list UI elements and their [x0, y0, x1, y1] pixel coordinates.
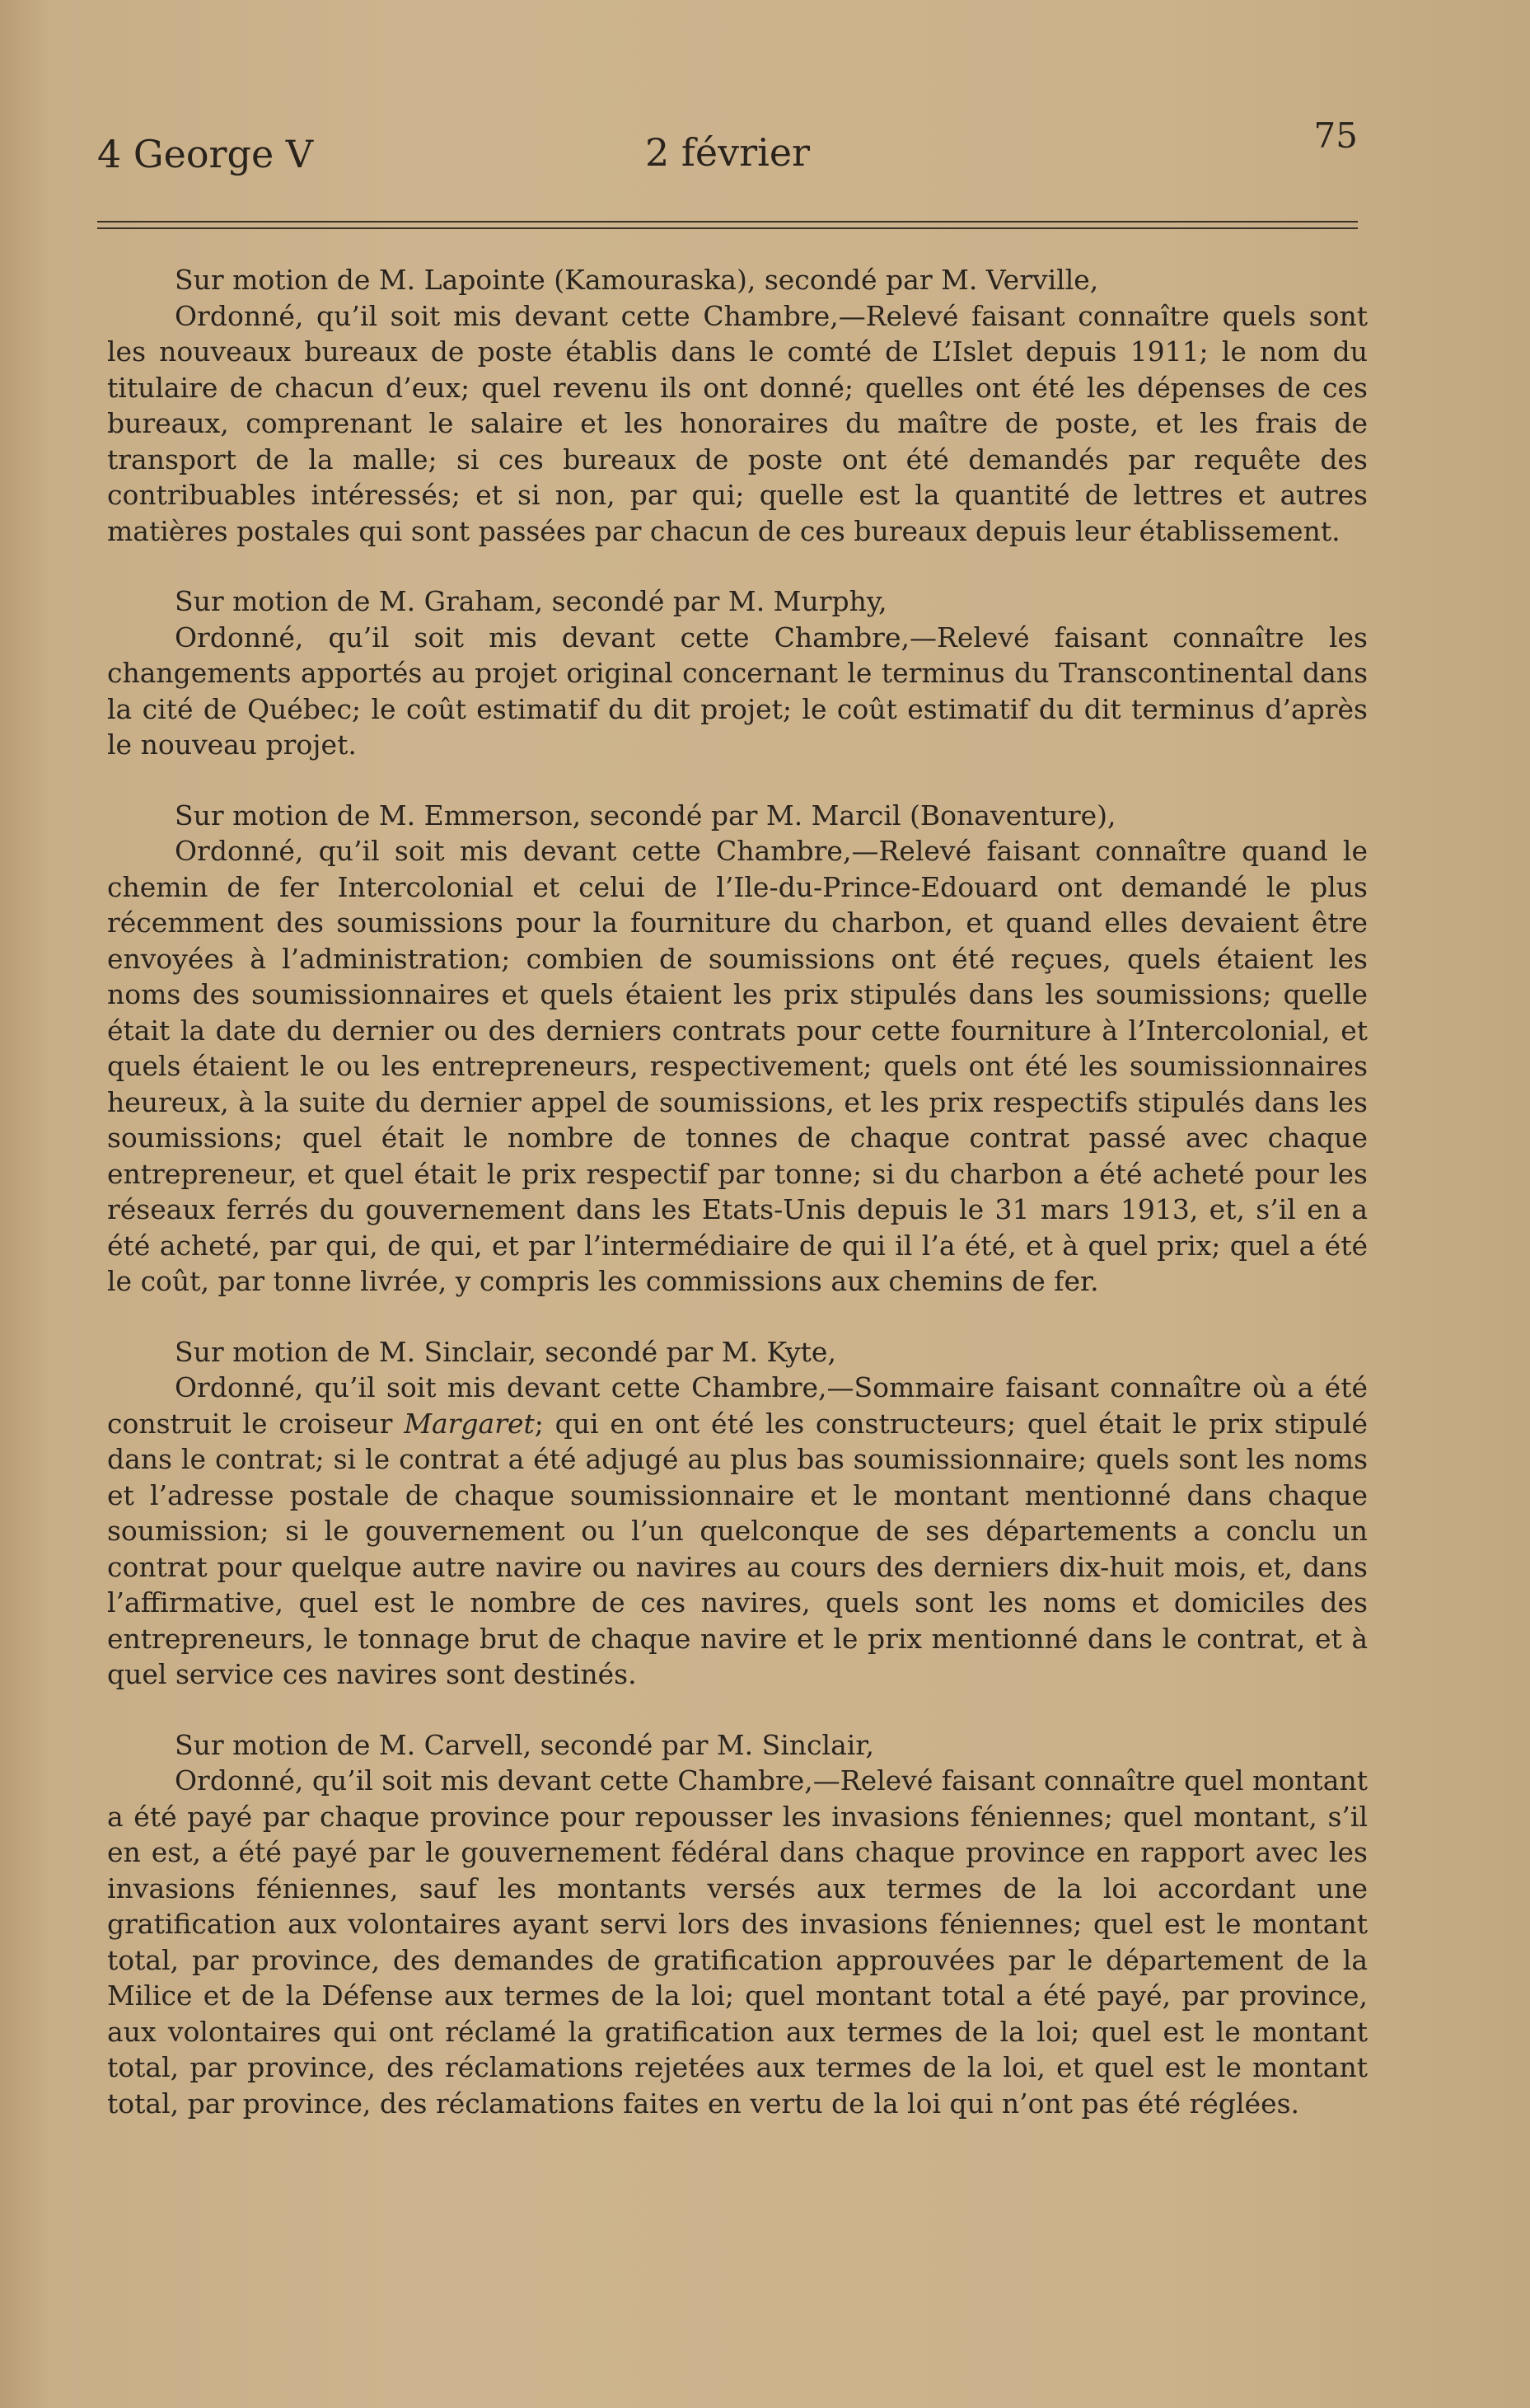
ship-name: Margaret [404, 1407, 535, 1440]
motion-order-part-2: ; qui en ont été les constructeurs; quel était le prix stipulé dans le contrat; si le contrat a été adjugé au plus bas soumissionnaire; quels sont les noms et l’adresse postale de chaque soumissionnaire et le montant mentionné dans chaque soumission; si le gouvernement ou l’un quelconque de ses départements a conclu un contrat pour quelque autre navire ou navires au cours des derniers dix-huit mois, et, dans l’affirmative, quel est le nombre de ces navires, quels sont les noms et domiciles des entrepreneurs, le tonnage brut de chaque navire et le prix mentionné dans le contrat, et à quel service ces navires sont destinés. [107, 1407, 1368, 1690]
motion-order-part-1: Ordonné, qu’il soit mis devant cette Chambre,—Sommaire faisant connaître où a été construit le croiseur [107, 1371, 1368, 1440]
motion-lead: Sur motion de M. Carvell, secondé par M. Sinclair, [175, 1728, 874, 1761]
motion-order: Ordonné, qu’il soit mis devant cette Chambre,—Relevé faisant connaître quand le chemin de fer Intercolonial et celui de l’Ile-du-Prince-Edouard ont demandé le plus récemment des soumissions pour la fourniture du charbon, et quand elles devaient être envoyées à l’administration; combien de soumissions ont été reçues, quels étaient les noms des soumissionnaires et quels étaient les prix stipulés dans les soumissions; quelle était la date du dernier ou des derniers contrats pour cette fourniture à l’Intercolonial, et quels étaient le ou les entrepreneurs, respectivement; quels ont été les soumissionnaires heureux, à la suite du dernier appel de soumissions, et les prix respectifs stipulés dans les soumissions; quel était le nombre de tonnes de chaque contrat passé avec chaque entrepreneur, et quel était le prix respectif par tonne; si du charbon a été acheté pour les réseaux ferrés du gouvernement dans les Etats-Unis depuis le 31 mars 1913, et, s’il en a été acheté, par qui, de qui, et par l’intermédiaire de qui il l’a été, et à quel prix; quel a été le coût, par tonne livrée, y compris les commissions aux chemins de fer. [107, 835, 1368, 1297]
page-number: 75 [1313, 115, 1358, 156]
header-rule-bottom [97, 227, 1358, 229]
page-header [97, 115, 1358, 190]
motion-carvell [107, 1727, 1368, 2122]
header-regnal-year: 4 George V [97, 132, 314, 176]
motion-sinclair [107, 1334, 1368, 1693]
motion-lead: Sur motion de M. Lapointe (Kamouraska), secondé par M. Verville, [175, 264, 1099, 296]
motion-graham [107, 583, 1368, 763]
motion-lead: Sur motion de M. Sinclair, secondé par M. Kyte, [175, 1335, 836, 1368]
motion-lead: Sur motion de M. Emmerson, secondé par M. Marcil (Bonaventure), [175, 799, 1116, 832]
motion-order: Ordonné, qu’il soit mis devant cette Chambre,—Relevé faisant connaître quel montant a été payé par chaque province pour repousser les invasions féniennes; quel montant, s’il en est, a été payé par le gouvernement fédéral dans chaque province en rapport avec les invasions féniennes, sauf les montants versés aux termes de la loi accordant une gratification aux volontaires ayant servi lors des invasions féniennes; quel est le montant total, par province, des demandes de gratification approuvées par le département de la Milice et de la Défense aux termes de la loi; quel montant total a été payé, par province, aux volontaires qui ont réclamé la gratification aux termes de la loi; quel est le montant total, par province, des réclamations rejetées aux termes de la loi, et quel est le montant total, par province, des réclamations faites en vertu de la loi qui n’ont pas été réglées. [107, 1764, 1368, 2120]
header-date: 2 février [645, 130, 811, 175]
motion-lead: Sur motion de M. Graham, secondé par M. Murphy, [175, 585, 887, 617]
motion-order [107, 1370, 1368, 1693]
motion-order: Ordonné, qu’il soit mis devant cette Chambre,—Relevé faisant connaître quels sont les nouveaux bureaux de poste établis dans le comté de L’Islet depuis 1911; le nom du titulaire de chacun d’eux; quel revenu ils ont donné; quelles ont été les dépenses de ces bureaux, comprenant le salaire et les honoraires du maître de poste, et les frais de transport de la malle; si ces bureaux de poste ont été demandés par requête des contribuables intéressés; et si non, par qui; quelle est la quantité de lettres et autres matières postales qui sont passées par chacun de ces bureaux depuis leur établissement. [107, 299, 1368, 547]
header-rule-top [97, 221, 1358, 223]
motion-order: Ordonné, qu’il soit mis devant cette Chambre,—Relevé faisant connaître les changements apportés au projet original concernant le terminus du Transcontinental dans la cité de Québec; le coût estimatif du dit projet; le coût estimatif du dit terminus d’après le nouveau projet. [107, 621, 1368, 761]
motion-lapointe [107, 262, 1368, 549]
document-body [107, 262, 1368, 2156]
motion-emmerson [107, 798, 1368, 1300]
